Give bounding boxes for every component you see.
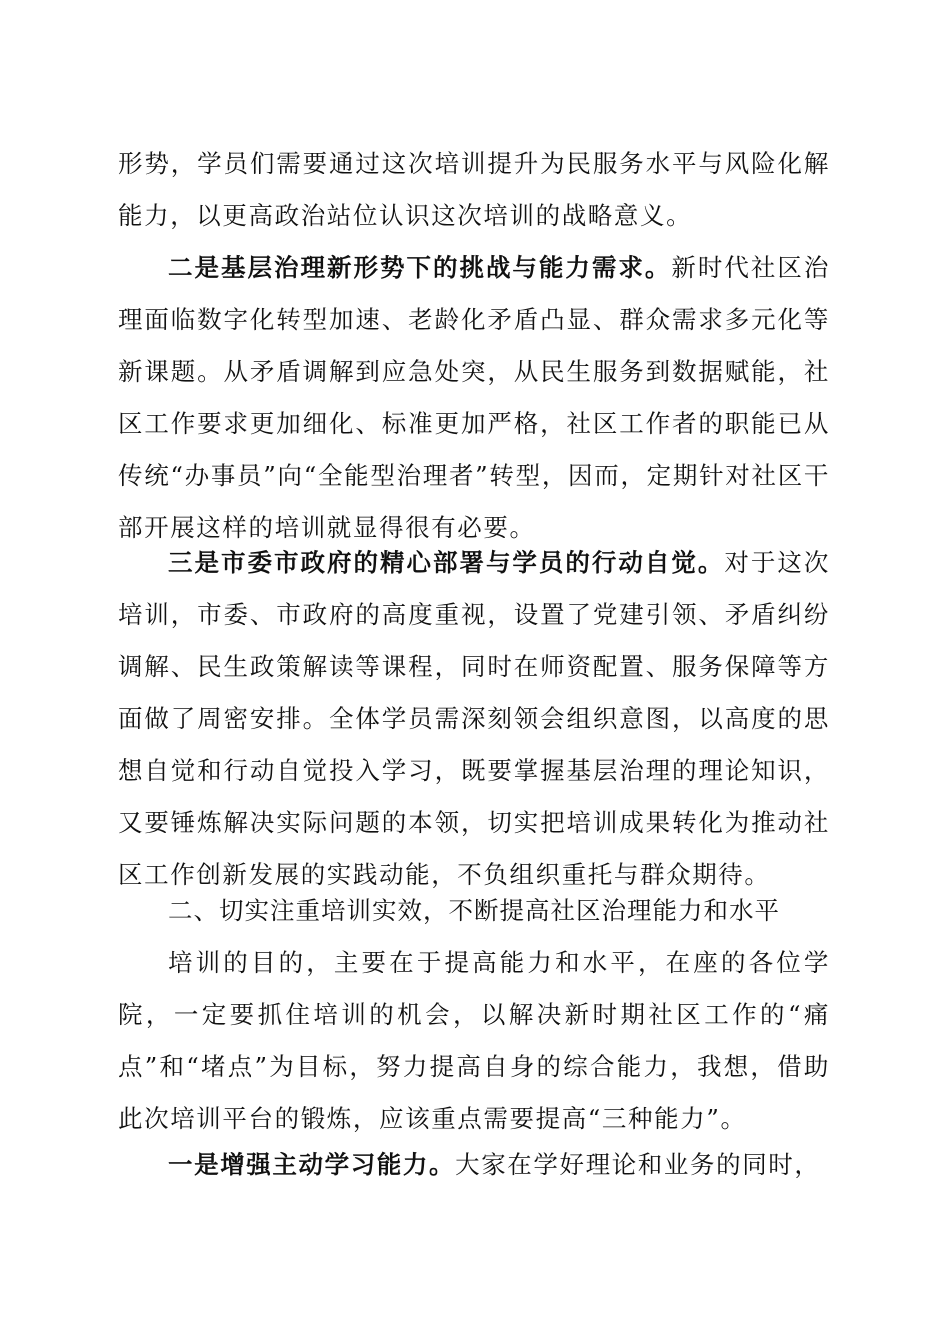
section-heading: 二、切实注重培训实效，不断提高社区治理能力和水平 — [168, 896, 780, 925]
paragraph-text: 培训的目的，主要在于提高能力和水平，在座的各位学院，一定要抓住培训的机会，以解决新时期社区工作的“痛点”和“堵点”为目标，努力提高自身的综合能力，我想，借助此次培训平台的锻炼，应该重点需要提高“三种能力”。 — [118, 948, 830, 1133]
paragraph-grassroots-challenges — [118, 242, 830, 554]
paragraph-text: 大家在学好理论和业务的同时， — [455, 1150, 821, 1179]
paragraph-active-learning — [118, 1139, 830, 1191]
paragraph-municipal-deployment — [118, 537, 830, 901]
paragraph-lead: 三是市委市政府的精心部署与学员的行动自觉。 — [168, 548, 725, 577]
paragraph-text: 对于这次培训，市委、市政府的高度重视，设置了党建引领、矛盾纠纷调解、民生政策解读等课程，同时在师资配置、服务保障等方面做了周密安排。全体学员需深刻领会组织意图，以高度的思想自觉和行动自觉投入学习，既要掌握基层治理的理论知识，又要锤炼解决实际问题的本领，切实把培训成果转化为推动社区工作创新发展的实践动能，不负组织重托与群众期待。 — [118, 548, 830, 889]
paragraph-training-purpose — [118, 937, 830, 1145]
paragraph-text: 形势，学员们需要通过这次培训提升为民服务水平与风险化解能力，以更高政治站位认识这次培训的战略意义。 — [118, 149, 830, 230]
paragraph-text: 新时代社区治理面临数字化转型加速、老龄化矛盾凸显、群众需求多元化等新课题。从矛盾调解到应急处突，从民生服务到数据赋能，社区工作要求更加细化、标准更加严格，社区工作者的职能已从传统“办事员”向“全能型治理者”转型，因而，定期针对社区干部开展这样的培训就显得很有必要。 — [118, 253, 830, 542]
paragraph-lead: 一是增强主动学习能力。 — [168, 1150, 456, 1179]
paragraph-lead: 二是基层治理新形势下的挑战与能力需求。 — [168, 253, 672, 282]
paragraph-continuation — [118, 138, 830, 242]
